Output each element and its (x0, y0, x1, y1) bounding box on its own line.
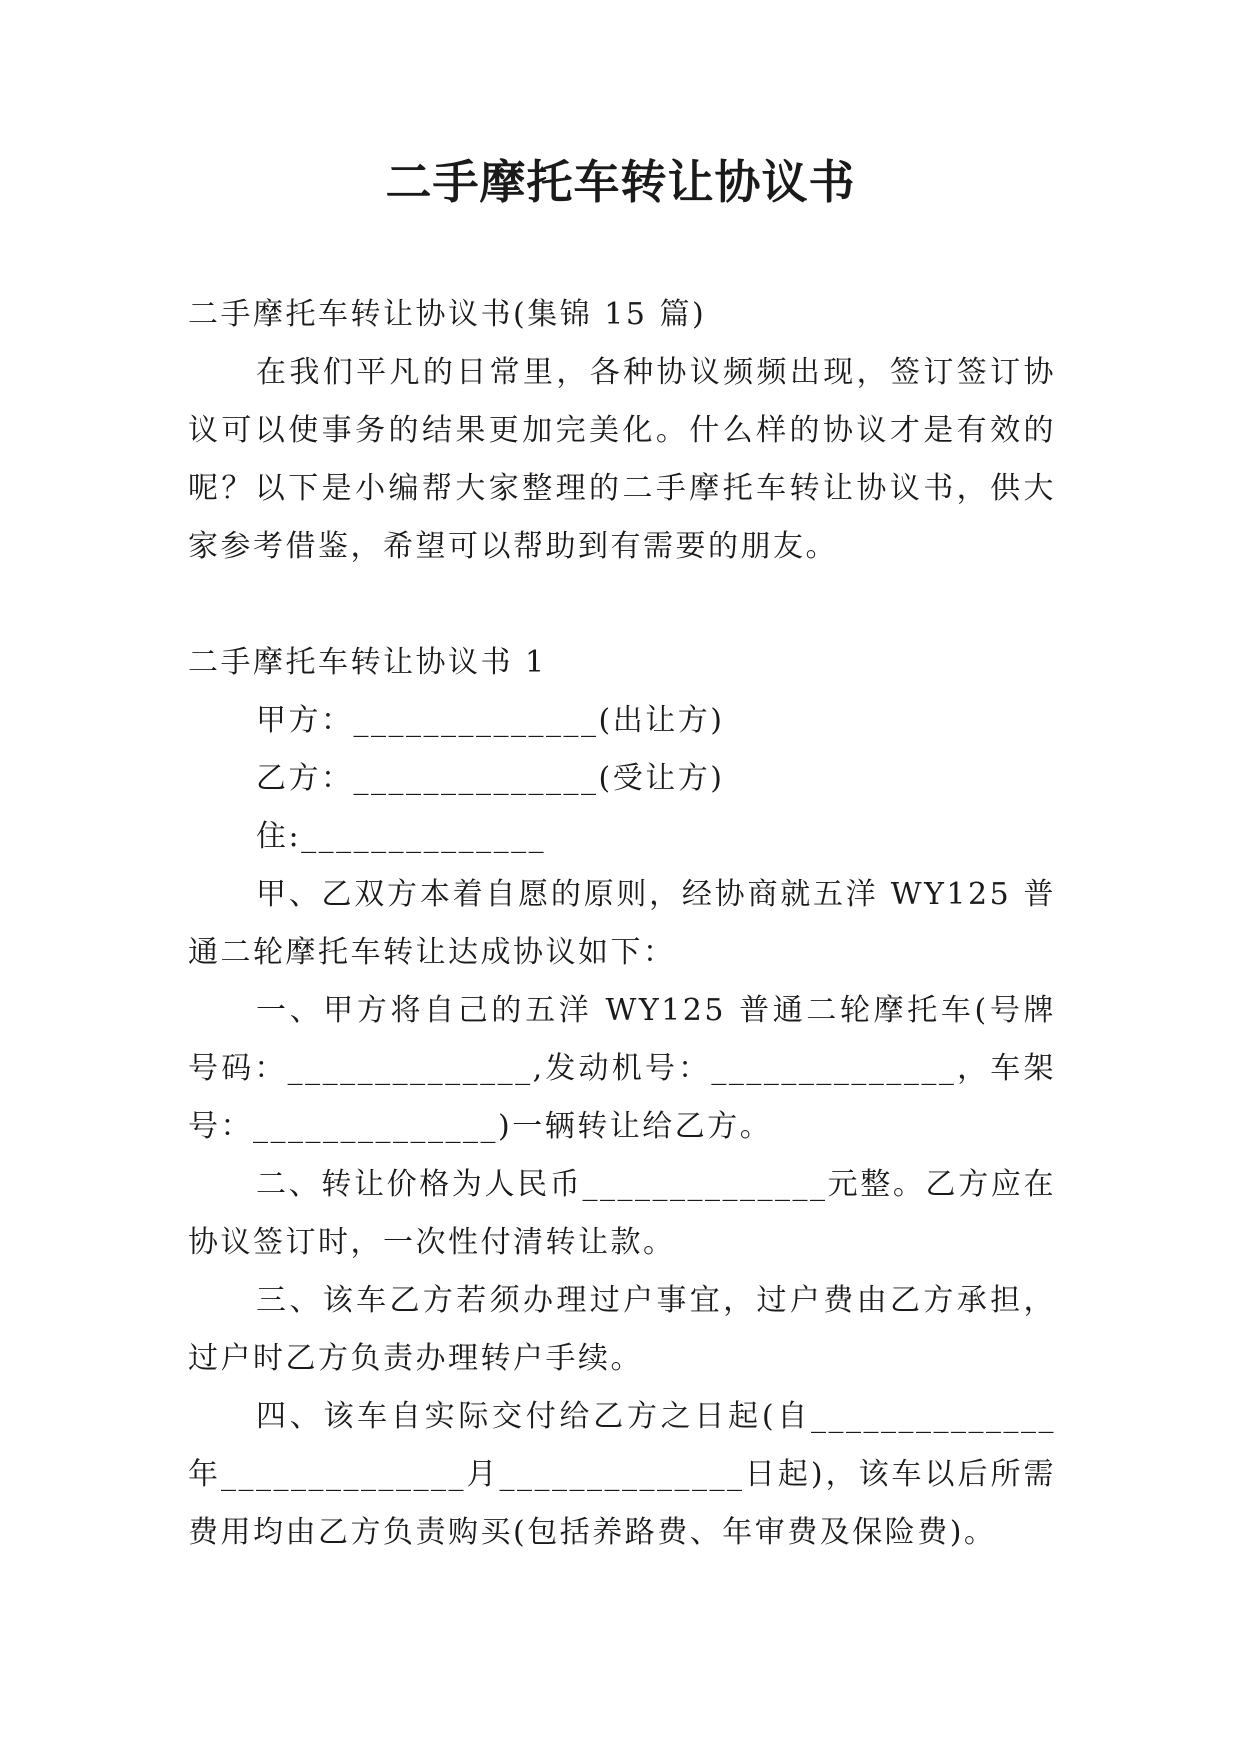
clause-2: 二、转让价格为人民币______________元整。乙方应在协议签订时，一次性付清转让款。 (188, 1167, 1056, 1260)
paragraph-gap (188, 576, 1056, 634)
preamble-paragraph: 甲、乙双方本着自愿的原则，经协商就五洋 WY125 普通二轮摩托车转让达成协议如下： (188, 877, 1056, 970)
party-a-line: 甲方：______________(出让方) (256, 703, 725, 738)
document-body (188, 286, 1056, 1562)
party-b-line: 乙方：______________(受让方) (256, 761, 725, 796)
clause-4: 四、该车自实际交付给乙方之日起(自______________年______________月______________日起)，该车以后所需费用均由乙方负责购买(包括养路费、年审费及保险费)。 (188, 1399, 1056, 1550)
clause-1: 一、甲方将自己的五洋 WY125 普通二轮摩托车(号牌号码：______________,发动机号：______________，车架号：______________)一辆转让给乙方。 (188, 993, 1056, 1144)
document-subtitle: 二手摩托车转让协议书(集锦 15 篇) (188, 297, 707, 332)
clause-3: 三、该车乙方若须办理过户事宜，过户费由乙方承担，过户时乙方负责办理转户手续。 (188, 1283, 1056, 1376)
address-line: 住:______________ (256, 819, 547, 854)
document-title: 二手摩托车转让协议书 (385, 155, 856, 209)
intro-paragraph: 在我们平凡的日常里，各种协议频频出现，签订签订协议可以使事务的结果更加完美化。什么样的协议才是有效的呢？以下是小编帮大家整理的二手摩托车转让协议书，供大家参考借鉴，希望可以帮助到有需要的朋友。 (188, 355, 1056, 564)
section-heading: 二手摩托车转让协议书 1 (188, 645, 547, 680)
